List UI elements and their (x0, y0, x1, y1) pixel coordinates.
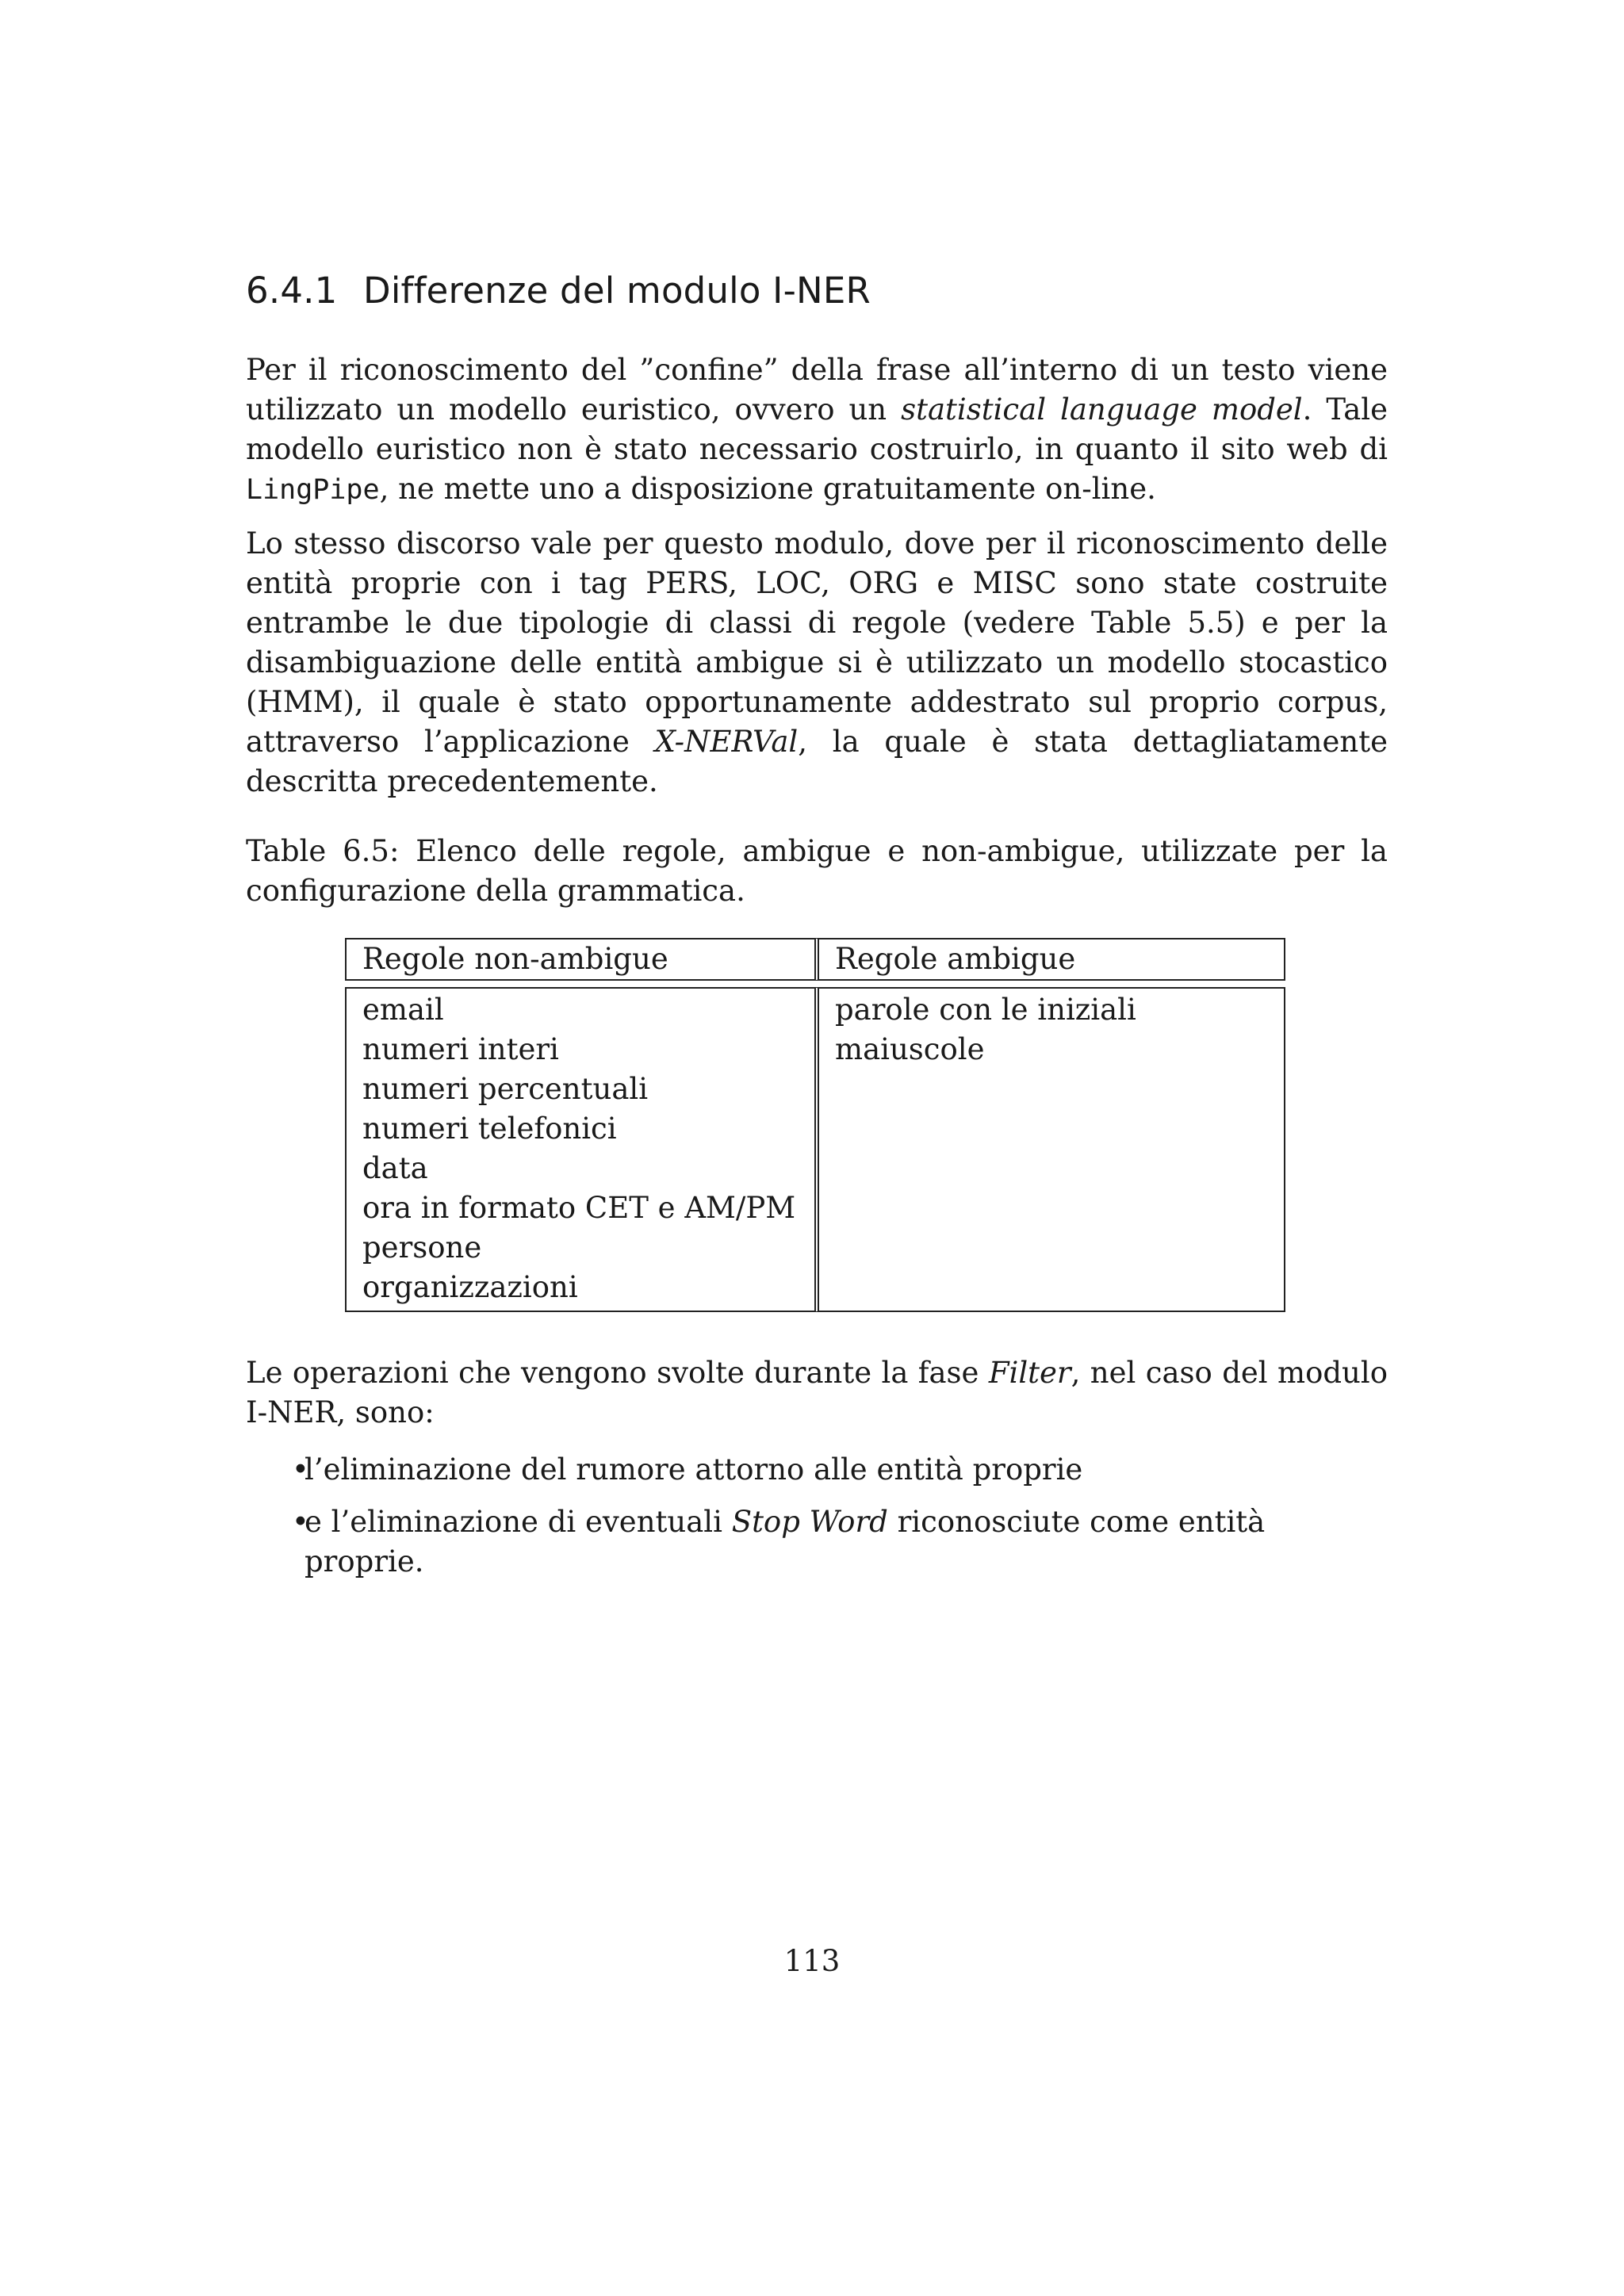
filter-operations-list (246, 1450, 1388, 1582)
page-content (246, 270, 1388, 1594)
table-row: persone (362, 1230, 482, 1265)
list-item-text-a: e l’eliminazione di eventuali (304, 1505, 732, 1539)
table-header-row (345, 938, 1285, 981)
table-cell-ambiguous-rules (814, 987, 1285, 1312)
section-number: 6.4.1 (246, 270, 338, 312)
section-heading (246, 270, 1388, 312)
paragraph1-text-a: Per il riconoscimento del ”confine” della frase all’interno di un testo viene utilizzato un modello euristico, ovvero un (246, 353, 1388, 427)
table-cell-non-ambiguous-rules (345, 987, 814, 1312)
table-row: numeri percentuali (362, 1072, 649, 1106)
list-item (246, 1450, 1388, 1490)
paragraph1-text-c: , ne mette uno a disposizione gratuitamente on-line. (379, 472, 1156, 506)
paragraph1-text-b: . Tale modello euristico non è stato necessario costruirlo, in quanto il sito web di (246, 392, 1388, 466)
list-item-text-b: riconosciute come entità proprie. (304, 1505, 1266, 1578)
paragraph2-text-a: Lo stesso discorso vale per questo modulo, dove per il riconoscimento delle entità proprie con i tag PERS, LOC, ORG e MISC sono state costruite entrambe le due tipologie di classi di regole (vedere Table 5.5) e per la disambiguazione delle entità ambigue si è utilizzato un modello stocastico (HMM), il quale è stato opportunamente addestrato sul proprio corpus, attraverso l’applicazione (246, 526, 1388, 759)
list-item (246, 1502, 1388, 1582)
table-body-row (345, 987, 1285, 1312)
section-title: Differenze del modulo I-NER (363, 270, 871, 312)
list-item-text: l’eliminazione del rumore attorno alle entità proprie (304, 1452, 1083, 1487)
paragraph3-text-a: Le operazioni che vengono svolte durante la fase (246, 1356, 989, 1390)
paragraph1-italic-term: statistical language model (901, 392, 1303, 427)
table-header-ambiguous: Regole ambigue (814, 938, 1285, 981)
list-item-italic-term: Stop Word (731, 1505, 888, 1539)
bullet-icon: • (292, 1452, 309, 1487)
table-row: ora in formato CET e AM/PM (362, 1191, 796, 1225)
table-caption: Table 6.5: Elenco delle regole, ambigue e non-ambigue, utilizzate per la configurazione della grammatica. (246, 834, 1388, 908)
page-number: 113 (783, 1944, 841, 1978)
table-row: numeri interi (362, 1032, 559, 1066)
paragraph-sentence-boundary (246, 350, 1388, 510)
rules-table (345, 938, 1285, 1312)
table-row: email (362, 993, 444, 1027)
bullet-icon: • (292, 1505, 309, 1539)
paragraph1-code-term: LingPipe (246, 474, 380, 506)
paragraph-entity-recognition (246, 524, 1388, 802)
paragraph2-text-b: , la quale è stata dettagliatamente descritta precedentemente. (246, 725, 1388, 798)
table-row: data (362, 1151, 428, 1185)
table-header-non-ambiguous: Regole non-ambigue (345, 938, 814, 981)
table-row: organizzazioni (362, 1270, 578, 1304)
paragraph-filter-phase (246, 1353, 1388, 1433)
paragraph2-italic-term: X-NERVal (654, 725, 799, 759)
paragraph3-text-b: , nel caso del modulo I-NER, sono: (246, 1356, 1388, 1429)
table-row: numeri telefonici (362, 1112, 617, 1146)
table-row: parole con le iniziali maiuscole (835, 993, 1136, 1066)
paragraph3-italic-term: Filter (988, 1356, 1071, 1390)
